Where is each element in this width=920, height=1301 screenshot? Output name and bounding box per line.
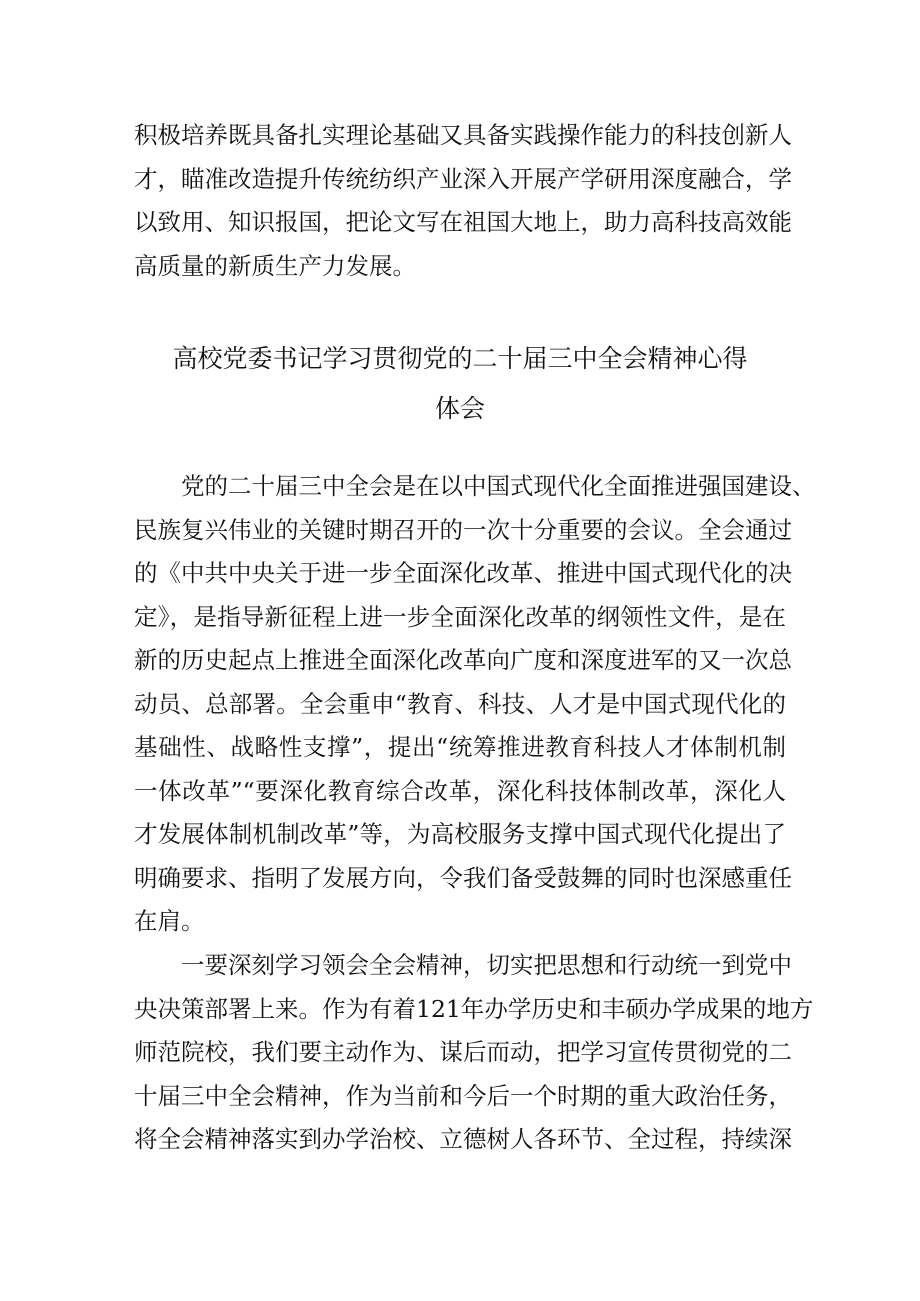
paragraph-1: [134, 465, 816, 944]
article-title: [0, 334, 920, 434]
text-line: 动员、总部署。全会重申“教育、科技、人才是中国式现代化的: [134, 689, 786, 718]
text-line: 央决策部署上来。作为有着121年办学历史和丰硕办学成果的地方: [134, 994, 814, 1023]
title-line-1: 高校党委书记学习贯彻党的二十届三中全会精神心得: [172, 344, 748, 373]
text-line: 才发展体制机制改革”等，为高校服务支撑中国式现代化提出了: [134, 820, 786, 848]
text-line: 新的历史起点上推进全面深化改革向广度和深度进军的又一次总: [134, 646, 792, 674]
text-line: 党的二十届三中全会是在以中国式现代化全面推进强国建设、: [134, 472, 816, 500]
text-line: 明确要求、指明了发展方向，令我们备受鼓舞的同时也深感重任: [134, 863, 792, 892]
text-line: 定》，是指导新征程上进一步全面深化改革的纲领性文件，是在: [134, 602, 786, 631]
text-line: 将全会精神落实到办学治校、立德树人各环节、全过程，持续深: [134, 1125, 792, 1153]
text-line: 民族复兴伟业的关键时期召开的一次十分重要的会议。全会通过: [134, 515, 792, 544]
text-line: 积极培养既具备扎实理论基础又具备实践操作能力的科技创新人: [134, 121, 792, 149]
text-line: 基础性、战略性支撑”，提出“统筹推进教育科技人才体制机制: [134, 733, 786, 761]
title-line-2: 体会: [434, 394, 485, 423]
text-line: 师范院校，我们要主动作为、谋后而动，把学习宣传贯彻党的二: [134, 1038, 792, 1066]
paragraph-2: [134, 944, 814, 1162]
text-line: 一体改革”“要深化教育综合改革，深化科技体制改革，深化人: [134, 776, 786, 805]
text-line: 一要深刻学习领会全会精神，切实把思想和行动统一到党中: [134, 951, 792, 979]
intro-paragraph: [134, 114, 792, 288]
text-line: 才，瞄准改造提升传统纺织产业深入开展产学研用深度融合，学: [134, 164, 792, 193]
text-line: 十届三中全会精神，作为当前和今后一个时期的重大政治任务，: [134, 1081, 792, 1110]
text-line: 在肩。: [134, 907, 205, 935]
text-line: 以致用、知识报国，把论文写在祖国大地上，助力高科技高效能: [134, 208, 792, 236]
text-line: 的《中共中央关于进一步全面深化改革、推进中国式现代化的决: [134, 559, 792, 587]
text-line: 高质量的新质生产力发展。: [134, 251, 416, 280]
